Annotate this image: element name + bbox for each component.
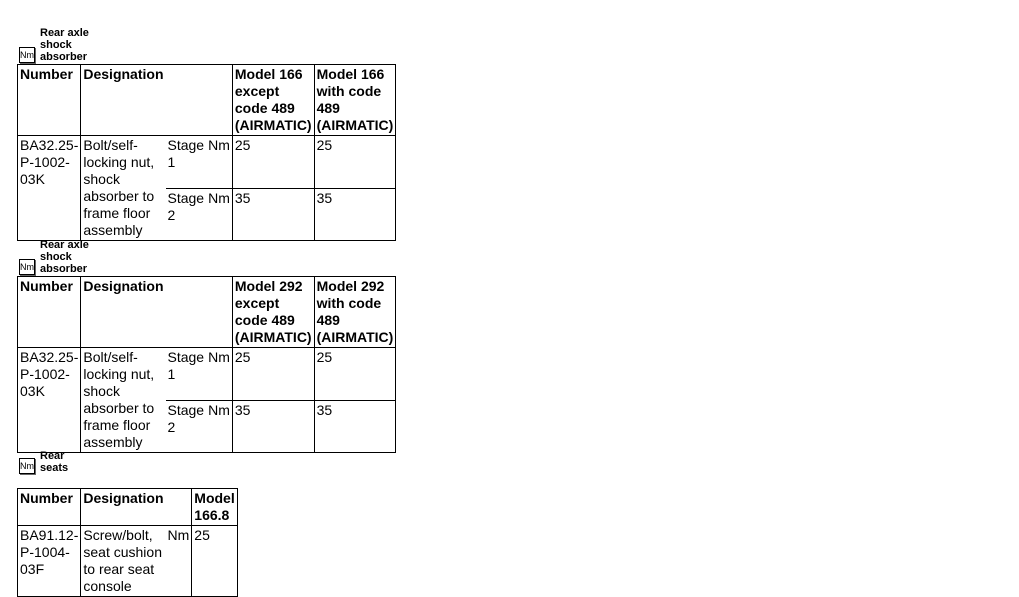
cell-value-b: 25 <box>314 136 396 189</box>
cell-value-b: 35 <box>314 188 396 241</box>
header-blank <box>166 65 207 136</box>
cell-unit: Nm <box>206 136 232 189</box>
section-title: Rear axle shock absorber <box>40 27 89 63</box>
section-title: Rear axle shock absorber <box>40 239 89 275</box>
header-model-a: Model 166 except code 489 (AIRMATIC) <box>232 65 314 136</box>
section-heading <box>19 239 89 275</box>
cell-designation: Screw/bolt, seat cushion to rear seat console <box>81 526 166 597</box>
header-model-b: Model 292 with code 489 (AIRMATIC) <box>314 277 396 348</box>
cell-number: BA32.25-P-1002-03K <box>18 136 81 241</box>
header-designation: Designation <box>81 277 166 348</box>
torque-nm-icon: Nm <box>19 259 35 275</box>
header-blank <box>166 277 207 348</box>
cell-stage: Stage 2 <box>166 401 207 453</box>
torque-table <box>17 276 396 453</box>
header-designation: Designation <box>81 65 166 136</box>
section-title: Rear seats <box>40 450 69 474</box>
cell-unit: Nm <box>206 188 232 241</box>
cell-value-a: 35 <box>232 401 314 453</box>
torque-nm-icon: Nm <box>19 458 35 474</box>
cell-value-b: 25 <box>314 348 396 401</box>
header-model-b: Model 166 with code 489 (AIRMATIC) <box>314 65 396 136</box>
cell-stage: Stage 1 <box>166 136 207 189</box>
torque-table <box>17 64 396 241</box>
header-number: Number <box>18 489 81 526</box>
header-model-a: Model 292 except code 489 (AIRMATIC) <box>232 277 314 348</box>
header-designation: Designation <box>81 489 166 526</box>
cell-unit: Nm <box>166 526 192 597</box>
header-number: Number <box>18 277 81 348</box>
torque-nm-icon: Nm <box>19 47 35 63</box>
cell-designation: Bolt/self-locking nut, shock absorber to frame floor assembly <box>81 136 166 241</box>
cell-number: BA91.12-P-1004-03F <box>18 526 81 597</box>
cell-value-b: 35 <box>314 401 396 453</box>
header-model-a: Model 166.8 <box>192 489 237 526</box>
header-blank <box>206 277 232 348</box>
section-heading <box>19 450 70 474</box>
header-number: Number <box>18 65 81 136</box>
cell-unit: Nm <box>206 348 232 401</box>
cell-stage: Stage 1 <box>166 348 207 401</box>
cell-designation: Bolt/self-locking nut, shock absorber to frame floor assembly <box>81 348 166 453</box>
cell-value-a: 35 <box>232 188 314 241</box>
cell-unit: Nm <box>206 401 232 453</box>
cell-stage: Stage 2 <box>166 188 207 241</box>
cell-value-a: 25 <box>232 348 314 401</box>
header-blank <box>166 489 192 526</box>
header-blank <box>206 65 232 136</box>
section-heading <box>19 27 89 63</box>
cell-number: BA32.25-P-1002-03K <box>18 348 81 453</box>
cell-value-a: 25 <box>192 526 237 597</box>
cell-value-a: 25 <box>232 136 314 189</box>
